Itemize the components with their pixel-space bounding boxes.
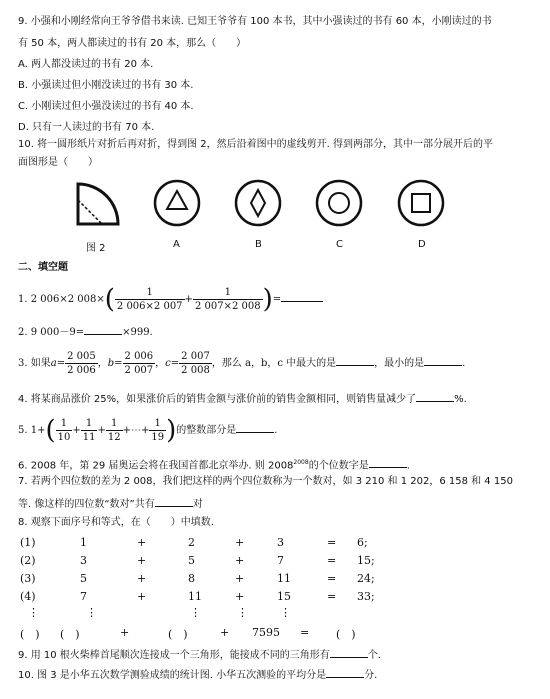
table-cell: 8 — [188, 572, 195, 585]
table-last-row-cell: ( ) — [60, 628, 80, 641]
p5-end: . — [274, 425, 278, 436]
p5-f2-den: 11 — [82, 432, 96, 443]
table-cell: 7 — [277, 554, 284, 567]
p3-sep-1: ， — [97, 358, 108, 369]
section-fill-in-heading: 二、填空题 — [18, 262, 68, 273]
q9-option-a: A. 两人都没读过的书有 20 本. — [18, 59, 154, 70]
p6-exponent: 2008 — [293, 459, 309, 466]
p3-prefix: 3. 如果 — [18, 358, 51, 369]
table-cell: 5 — [188, 554, 195, 567]
p10-answer-blank[interactable] — [326, 666, 364, 678]
p3-b-den: 2 007 — [124, 365, 154, 376]
p1-frac2-den: 2 007×2 008 — [194, 301, 261, 312]
table-cell: (1) — [20, 536, 36, 549]
table-cell: 3 — [277, 536, 284, 549]
p3-a-den: 2 006 — [67, 365, 96, 376]
table-cell: 1 — [80, 536, 87, 549]
option-a-circle-triangle — [152, 178, 202, 228]
p10-tail: 分. — [364, 670, 378, 681]
option-c-circle-circle — [314, 178, 364, 228]
p9-tail: 个. — [367, 650, 381, 661]
p5-f3-num: 1 — [106, 417, 123, 431]
p3-c-num: 2 007 — [181, 351, 210, 362]
problem-7-line1: 7. 若两个四位数的差为 2 008，我们把这样的两个四位数称为一个数对，如 3 210 和 1 202，6 158 和 4 150 — [18, 476, 513, 487]
problem-4 — [18, 390, 467, 407]
problem-7-line2 — [18, 495, 203, 512]
p3-a-num: 2 005 — [67, 351, 96, 362]
p7-text: 等. 像这样的四位数“数对”共有 — [18, 499, 155, 510]
p3-max-blank[interactable] — [336, 354, 374, 366]
p1-answer-blank[interactable] — [281, 290, 323, 302]
table-cell: = — [327, 536, 337, 549]
figure-2-folded-paper — [72, 178, 124, 230]
p1-frac2-num: 1 — [193, 286, 263, 300]
table-cell: (4) — [20, 590, 36, 603]
p5-text: 的整数部分是 — [176, 425, 237, 436]
option-d-label: D — [418, 239, 426, 250]
p5-f4-num: 1 — [149, 417, 166, 431]
p3-max-text: ，那么 a，b，c 中最大的是 — [211, 358, 337, 369]
problem-8-line1: 8. 观察下面序号和等式，在（ ）中填数. — [18, 517, 214, 528]
p3-var-b: b — [107, 358, 115, 369]
p1-frac1-den: 2 006×2 007 — [116, 301, 183, 312]
p3-b-num: 2 006 — [124, 351, 154, 362]
p6-text: 6. 2008 年，第 29 届奥运会将在我国首都北京举办. 则 2008 — [18, 460, 294, 472]
figure-2-caption: 图 2 — [86, 243, 106, 254]
problem-9 — [18, 646, 381, 663]
table-last-row-cell: + — [120, 626, 130, 639]
p5-f3-den: 12 — [107, 432, 121, 443]
q9-line2: 有 50 本，两人都读过的书有 20 本，那么（ ） — [18, 38, 247, 49]
vertical-ellipsis: ⋮ — [190, 606, 201, 619]
problem-10 — [18, 666, 377, 683]
q10-line2: 面图形是（ ） — [18, 157, 98, 168]
q9-option-b: B. 小强读过但小刚没读过的书有 30 本. — [18, 80, 194, 91]
table-cell: 11 — [277, 572, 291, 585]
vertical-ellipsis: ⋮ — [237, 606, 248, 619]
table-cell: + — [235, 590, 245, 603]
p3-var-a: a — [50, 358, 57, 369]
table-cell: 6; — [357, 536, 368, 549]
table-cell: 15 — [277, 590, 291, 603]
option-a-label: A — [173, 239, 180, 250]
p6-answer-blank[interactable] — [369, 456, 407, 468]
table-cell: (3) — [20, 572, 36, 585]
table-cell: 15; — [357, 554, 375, 567]
problem-6 — [18, 456, 410, 473]
p7-tail: 对 — [192, 499, 203, 510]
p5-f1-num: 1 — [56, 417, 73, 431]
table-last-row-cell: ( ) — [168, 628, 188, 641]
vertical-ellipsis: ⋮ — [28, 606, 39, 619]
table-last-row-cell: ( ) — [336, 628, 356, 641]
p3-min-blank[interactable] — [424, 354, 462, 366]
table-cell: + — [137, 590, 147, 603]
p5-dots: +⋯+ — [122, 425, 150, 436]
table-cell: 11 — [188, 590, 202, 603]
p3-equals-b: = — [114, 358, 123, 369]
q9-line1: 9. 小强和小刚经常向王爷爷借书来读. 已知王爷爷有 100 本书，其中小强读过的书有 60 本，小刚读过的书 — [18, 16, 492, 27]
p1-prefix: 2 006×2 008× — [30, 294, 105, 305]
table-cell: 24; — [357, 572, 375, 585]
p3-sep-2: ， — [155, 358, 166, 369]
table-cell: + — [235, 572, 245, 585]
p3-min-text: ，最小的是 — [374, 358, 425, 369]
option-d-circle-square — [396, 178, 446, 228]
table-last-row-cell: ( ) — [20, 628, 40, 641]
p4-text: 4. 将某商品涨价 25%，如果涨价后的销售金额与涨价前的销售金额相同，则销售量减少了 — [18, 394, 417, 405]
p1-frac1-num: 1 — [115, 286, 185, 300]
problem-2 — [18, 323, 153, 340]
table-cell: 3 — [80, 554, 87, 567]
p3-end: . — [462, 358, 466, 369]
option-b-circle-diamond — [233, 178, 283, 228]
table-cell: + — [137, 536, 147, 549]
table-cell: 7 — [80, 590, 87, 603]
p3-equals-c: = — [170, 358, 180, 369]
p6-text-2: 的个位数字是 — [308, 460, 369, 472]
p7-answer-blank[interactable] — [155, 495, 193, 507]
q9-option-d: D. 只有一人读过的书有 70 本. — [18, 122, 155, 133]
p1-number: 1. — [18, 294, 28, 305]
p4-tail: %. — [454, 394, 467, 405]
p1-equals: = — [272, 294, 282, 305]
problem-1: 1. 2 006×2 008×( $\frac{1}{2 006\times 2 007}$ + $\frac{1}{2 007\times 2 008}$ )= — [18, 285, 323, 315]
p5-prefix: 5. 1+ — [18, 425, 46, 436]
p3-c-den: 2 008 — [181, 365, 210, 376]
table-cell: 33; — [357, 590, 375, 603]
p5-answer-blank[interactable] — [236, 421, 274, 433]
p9-answer-blank[interactable] — [330, 646, 368, 658]
table-last-row-cell: + — [220, 626, 230, 639]
table-cell: + — [235, 536, 245, 549]
p4-answer-blank[interactable] — [416, 390, 454, 402]
p3-equals-a: = — [56, 358, 66, 369]
vertical-ellipsis: ⋮ — [86, 606, 97, 619]
table-last-row-cell: 7595 — [252, 626, 280, 639]
problem-5: 5. 1+( $\frac{1}{10}$ + $\frac{1}{11}$ + $\frac{1}{12}$ +⋯+ $\frac{1}{19}$ )的整数部分是 . — [18, 415, 278, 446]
p3-var-c: c — [165, 358, 171, 369]
table-cell: 2 — [188, 536, 195, 549]
table-cell: + — [137, 554, 147, 567]
table-cell: = — [327, 554, 337, 567]
p10-text: 10. 图 3 是小华五次数学测验成绩的统计图. 小华五次测验的平均分是 — [18, 670, 327, 681]
p2-answer-blank[interactable] — [84, 323, 122, 335]
option-c-label: C — [336, 239, 343, 250]
table-cell: (2) — [20, 554, 36, 567]
table-cell: + — [235, 554, 245, 567]
p5-f4-den: 19 — [151, 432, 165, 443]
p9-text: 9. 用 10 根火柴棒首尾顺次连接成一个三角形，能接成不同的三角形有 — [18, 650, 330, 661]
table-last-row-cell: = — [300, 626, 310, 639]
p2-tail: ×999. — [122, 327, 153, 338]
p1-plus: + — [184, 294, 193, 305]
problem-3 — [18, 349, 465, 379]
p6-end: . — [406, 460, 410, 472]
option-b-label: B — [255, 239, 262, 250]
vertical-ellipsis: ⋮ — [280, 606, 291, 619]
table-cell: = — [327, 572, 337, 585]
q10-line1: 10. 将一圆形纸片对折后再对折，得到图 2，然后沿着图中的虚线剪开. 得到两部分，其中一部分展开后的平 — [18, 139, 493, 150]
p5-f2-num: 1 — [81, 417, 98, 431]
table-cell: + — [137, 572, 147, 585]
table-cell: 5 — [80, 572, 87, 585]
table-cell: = — [327, 590, 337, 603]
q9-option-c: C. 小刚读过但小强没读过的书有 40 本. — [18, 101, 194, 112]
p2-text: 2. 9 000－9= — [18, 327, 85, 338]
p5-f1-den: 10 — [57, 432, 71, 443]
